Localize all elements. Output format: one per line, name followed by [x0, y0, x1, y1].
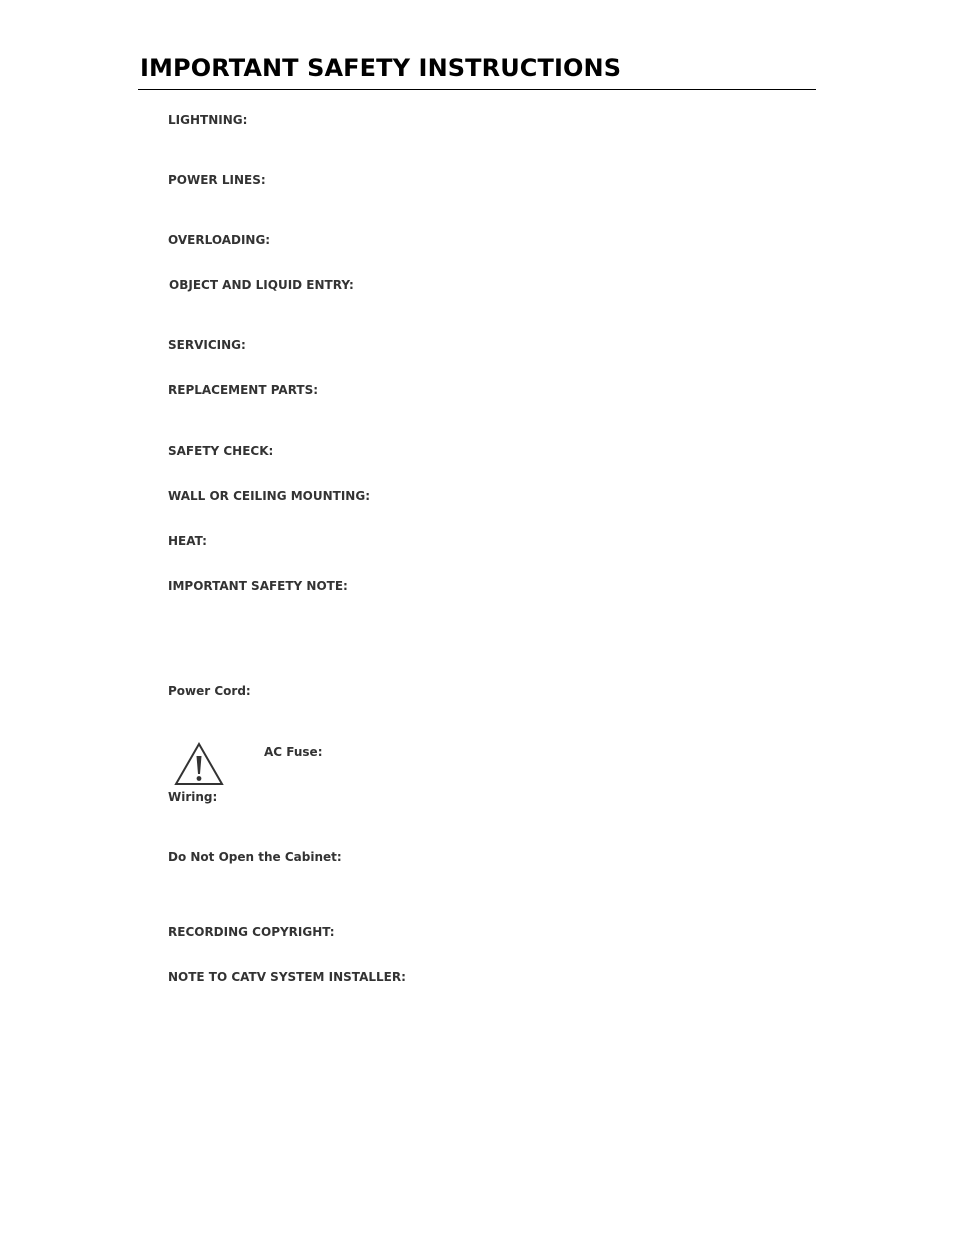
section-heading-safety-check: SAFETY CHECK:	[168, 444, 274, 458]
warning-triangle-icon	[174, 742, 224, 786]
section-heading-recording-copyright: RECORDING COPYRIGHT:	[168, 925, 335, 939]
section-heading-overloading: OVERLOADING:	[168, 233, 271, 247]
section-heading-important-safety-note: IMPORTANT SAFETY NOTE:	[168, 579, 348, 593]
section-heading-power-cord: Power Cord:	[168, 684, 251, 698]
section-heading-power-lines: POWER LINES:	[168, 173, 266, 187]
section-heading-wall-ceiling-mounting: WALL OR CEILING MOUNTING:	[168, 489, 370, 503]
section-heading-ac-fuse: AC Fuse:	[264, 745, 323, 759]
section-heading-heat: HEAT:	[168, 534, 207, 548]
section-heading-lightning: LIGHTNING:	[168, 113, 248, 127]
section-heading-object-liquid-entry: OBJECT AND LIQUID ENTRY:	[169, 278, 354, 292]
section-heading-servicing: SERVICING:	[168, 338, 246, 352]
page-title: IMPORTANT SAFETY INSTRUCTIONS	[140, 54, 622, 82]
section-heading-replacement-parts: REPLACEMENT PARTS:	[168, 383, 319, 397]
title-divider	[138, 89, 816, 90]
section-heading-do-not-open: Do Not Open the Cabinet:	[168, 850, 342, 864]
section-heading-catv-note: NOTE TO CATV SYSTEM INSTALLER:	[168, 970, 406, 984]
section-heading-wiring: Wiring:	[168, 790, 218, 804]
